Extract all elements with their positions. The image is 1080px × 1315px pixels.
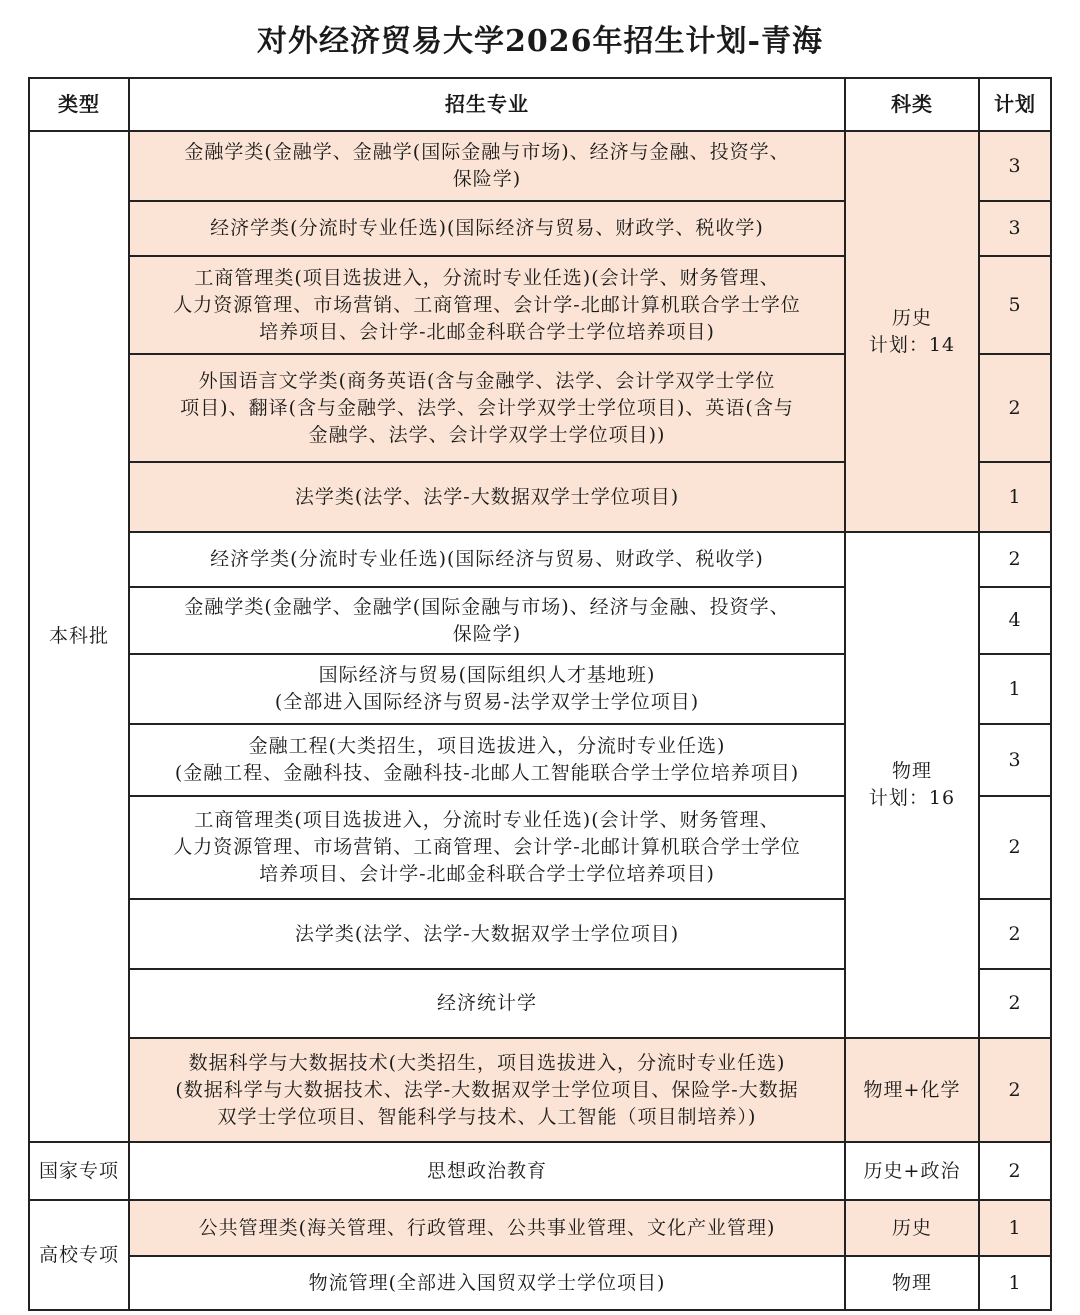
major-cell bbox=[129, 201, 845, 256]
plan-cell: 3 bbox=[979, 131, 1051, 201]
major-cell bbox=[129, 1038, 845, 1142]
table-header-row bbox=[29, 78, 1051, 131]
plan-cell: 2 bbox=[979, 1038, 1051, 1142]
subject-phys-chem: 物理+化学 bbox=[845, 1038, 979, 1142]
major-cell bbox=[129, 1142, 845, 1200]
header-plan: 计划 bbox=[979, 78, 1051, 131]
plan-cell: 3 bbox=[979, 201, 1051, 256]
plan-cell: 2 bbox=[979, 969, 1051, 1038]
table-row bbox=[29, 1200, 1051, 1256]
major-line: 国际经济与贸易(国际组织人才基地班) bbox=[318, 664, 656, 686]
admission-plan-table bbox=[28, 77, 1052, 1311]
major-cell bbox=[129, 354, 845, 462]
plan-cell: 4 bbox=[979, 587, 1051, 654]
major-cell bbox=[129, 796, 845, 899]
major-cell bbox=[129, 256, 845, 354]
subject-history-plan: 计划：14 bbox=[868, 333, 956, 356]
group-gaoxiao: 高校专项 bbox=[29, 1200, 129, 1310]
major-line: 金融学类(金融学、金融学(国际金融与市场)、经济与金融、投资学、 bbox=[184, 141, 790, 163]
major-line: 项目)、翻译(含与金融学、法学、会计学双学士学位项目)、英语(含与 bbox=[180, 396, 794, 419]
major-line: 金融工程(大类招生，项目选拔进入，分流时专业任选) bbox=[248, 735, 726, 757]
major-line: 外国语言文学类(商务英语(含与金融学、法学、会计学双学士学位 bbox=[198, 369, 776, 392]
plan-cell: 1 bbox=[979, 1200, 1051, 1256]
plan-cell: 2 bbox=[979, 354, 1051, 462]
major-line: 法学类(法学、法学-大数据双学士学位项目) bbox=[294, 485, 680, 508]
major-line: (金融工程、金融科技、金融科技-北邮人工智能联合学士学位培养项目) bbox=[174, 762, 800, 784]
major-line: 法学类(法学、法学-大数据双学士学位项目) bbox=[294, 922, 680, 945]
group-benke: 本科批 bbox=[29, 131, 129, 1142]
major-line: 金融学、法学、会计学双学士学位项目)) bbox=[308, 423, 666, 446]
subject-physics-plan: 计划：16 bbox=[868, 787, 956, 809]
major-cell bbox=[129, 1200, 845, 1256]
major-cell bbox=[129, 131, 845, 201]
major-line: 经济学类(分流时专业任选)(国际经济与贸易、财政学、税收学) bbox=[210, 217, 764, 239]
major-line: 物流管理(全部进入国贸双学士学位项目) bbox=[308, 1271, 666, 1294]
major-cell bbox=[129, 462, 845, 532]
major-line: 人力资源管理、市场营销、工商管理、会计学-北邮计算机联合学士学位 bbox=[173, 836, 801, 858]
major-line: 保险学) bbox=[452, 168, 522, 190]
major-line: (全部进入国际经济与贸易-法学双学士学位项目) bbox=[274, 691, 700, 713]
header-major: 招生专业 bbox=[129, 78, 845, 131]
major-cell bbox=[129, 969, 845, 1038]
major-line: 思想政治教育 bbox=[426, 1159, 547, 1182]
table-row bbox=[29, 532, 1051, 587]
subject-phys: 物理 bbox=[845, 1256, 979, 1310]
header-subject: 科类 bbox=[845, 78, 979, 131]
major-cell bbox=[129, 899, 845, 969]
major-line: 工商管理类(项目选拔进入，分流时专业任选)(会计学、财务管理、 bbox=[194, 809, 780, 831]
plan-cell: 5 bbox=[979, 256, 1051, 354]
table-row bbox=[29, 1256, 1051, 1310]
major-line: 经济统计学 bbox=[436, 992, 537, 1014]
plan-cell: 2 bbox=[979, 796, 1051, 899]
plan-cell: 1 bbox=[979, 462, 1051, 532]
subject-history bbox=[845, 131, 979, 532]
header-type: 类型 bbox=[29, 78, 129, 131]
subject-physics bbox=[845, 532, 979, 1038]
plan-cell: 2 bbox=[979, 1142, 1051, 1200]
page-title: 对外经济贸易大学2026年招生计划-青海 bbox=[257, 24, 823, 59]
major-line: 双学士学位项目、智能科学与技术、人工智能（项目制培养）) bbox=[217, 1105, 757, 1128]
major-line: 保险学) bbox=[452, 622, 522, 645]
major-line: 人力资源管理、市场营销、工商管理、会计学-北邮计算机联合学士学位 bbox=[173, 293, 801, 316]
major-cell bbox=[129, 1256, 845, 1310]
major-line: 金融学类(金融学、金融学(国际金融与市场)、经济与金融、投资学、 bbox=[184, 595, 790, 618]
major-cell bbox=[129, 587, 845, 654]
major-line: 经济学类(分流时专业任选)(国际经济与贸易、财政学、税收学) bbox=[210, 548, 764, 570]
major-line: (数据科学与大数据技术、法学-大数据双学士学位项目、保险学-大数据 bbox=[175, 1078, 799, 1101]
subject-hist-pol: 历史+政治 bbox=[845, 1142, 979, 1200]
group-guojia: 国家专项 bbox=[29, 1142, 129, 1200]
major-line: 数据科学与大数据技术(大类招生，项目选拔进入，分流时专业任选) bbox=[188, 1051, 786, 1074]
plan-cell: 2 bbox=[979, 532, 1051, 587]
plan-cell: 3 bbox=[979, 724, 1051, 796]
table-row bbox=[29, 1142, 1051, 1200]
plan-cell: 1 bbox=[979, 1256, 1051, 1310]
plan-cell: 2 bbox=[979, 899, 1051, 969]
subject-physics-name: 物理 bbox=[891, 760, 932, 782]
major-cell bbox=[129, 724, 845, 796]
subject-history-name: 历史 bbox=[891, 306, 932, 329]
major-cell bbox=[129, 532, 845, 587]
major-line: 培养项目、会计学-北邮金科联合学士学位培养项目) bbox=[259, 863, 715, 885]
plan-cell: 1 bbox=[979, 654, 1051, 724]
table-row bbox=[29, 1038, 1051, 1142]
major-line: 公共管理类(海关管理、行政管理、公共事业管理、文化产业管理) bbox=[198, 1216, 776, 1239]
subject-hist: 历史 bbox=[845, 1200, 979, 1256]
major-cell bbox=[129, 654, 845, 724]
table-row bbox=[29, 131, 1051, 201]
major-line: 工商管理类(项目选拔进入，分流时专业任选)(会计学、财务管理、 bbox=[194, 266, 780, 289]
major-line: 培养项目、会计学-北邮金科联合学士学位培养项目) bbox=[259, 320, 715, 343]
